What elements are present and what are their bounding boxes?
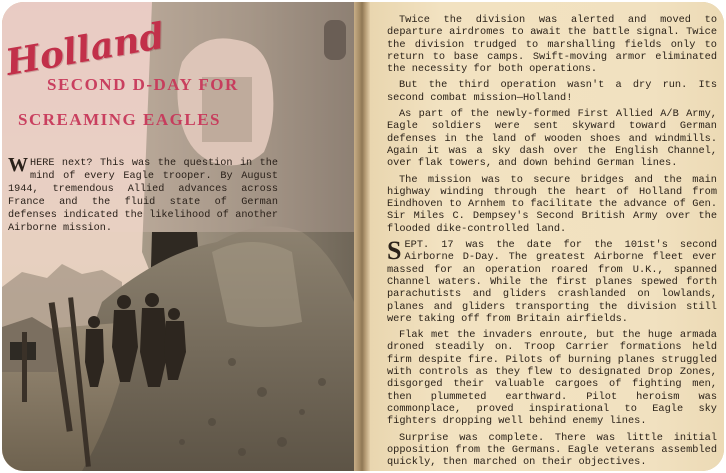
intro-drop-cap: W [8, 154, 28, 176]
paragraph-sept-17 [387, 236, 717, 325]
sept-text: EPT. 17 was the date for the 101st's second Airborne D-Day. The greatest Airborne fleet ever massed for an operation roared from U.K., spanned Channel waters. While the first planes spewed forth parachutists and gliders crashlanded on lowlands, planes and gliders transporting the division still were taking off from Britain airfields. [387, 239, 717, 325]
paragraph-third-operation: But the third operation wasn't a dry run. Its second combat mission—Holland! [387, 79, 717, 104]
holland-script-title: Holland [2, 14, 168, 84]
paragraph-flak: Flak met the invaders enroute, but the huge armada droned steadily on. Troop Carrier formations held firm despite fire. Pilots of burning planes struggled with controls as they flew to designated Drop Zones, disgorged their valuable cargoes of fighting men, then plummeted earthward. Pilot heroism was commonplace, proved inspirational to Eagle sky fighters dropping well behind enemy lines. [387, 329, 717, 428]
left-page [2, 2, 360, 471]
sept-drop-cap: S [387, 236, 402, 266]
headline-line-1: SECOND D-DAY FOR [47, 75, 239, 94]
paragraph-alerted: Twice the division was alerted and moved to departure airdromes to await the battle signal. Twice the division trudged to marshalling fields only to return to base camps. Swift-moving armor eliminated the necessity for both operations. [387, 14, 717, 76]
right-page [370, 2, 724, 471]
intro-paragraph [8, 154, 278, 235]
paragraph-allied-army: As part of the newly-formed First Allied A/B Army, Eagle soldiers were sent skyward toward German defenses in the land of wooden shoes and windmills. Again it was a sky dash over the English Channel, over flak towers, and down behind German lines. [387, 108, 717, 170]
page-gutter [354, 2, 370, 471]
paragraph-surprise: Surprise was complete. There was little initial opposition from the Germans. Eagle veterans assembled quickly, then marched on their objectives. [387, 431, 717, 469]
paragraph-mission: The mission was to secure bridges and the main highway winding through the heart of Holland from Eindhoven to Arnhem to facilitate the advance of Gen. Sir Miles C. Dempsey's Second British Army over the flooded dike-controlled land. [387, 173, 717, 235]
booklet-spread [2, 2, 724, 471]
intro-text: HERE next? This was the question in the mind of every Eagle trooper. By August 1944, tremendous Allied advances across France and the fluid state of German defenses indicated the likelihood of another Airborne mission. [8, 158, 278, 234]
headline-line-2: SCREAMING EAGLES [18, 110, 222, 129]
article-body [387, 14, 717, 471]
